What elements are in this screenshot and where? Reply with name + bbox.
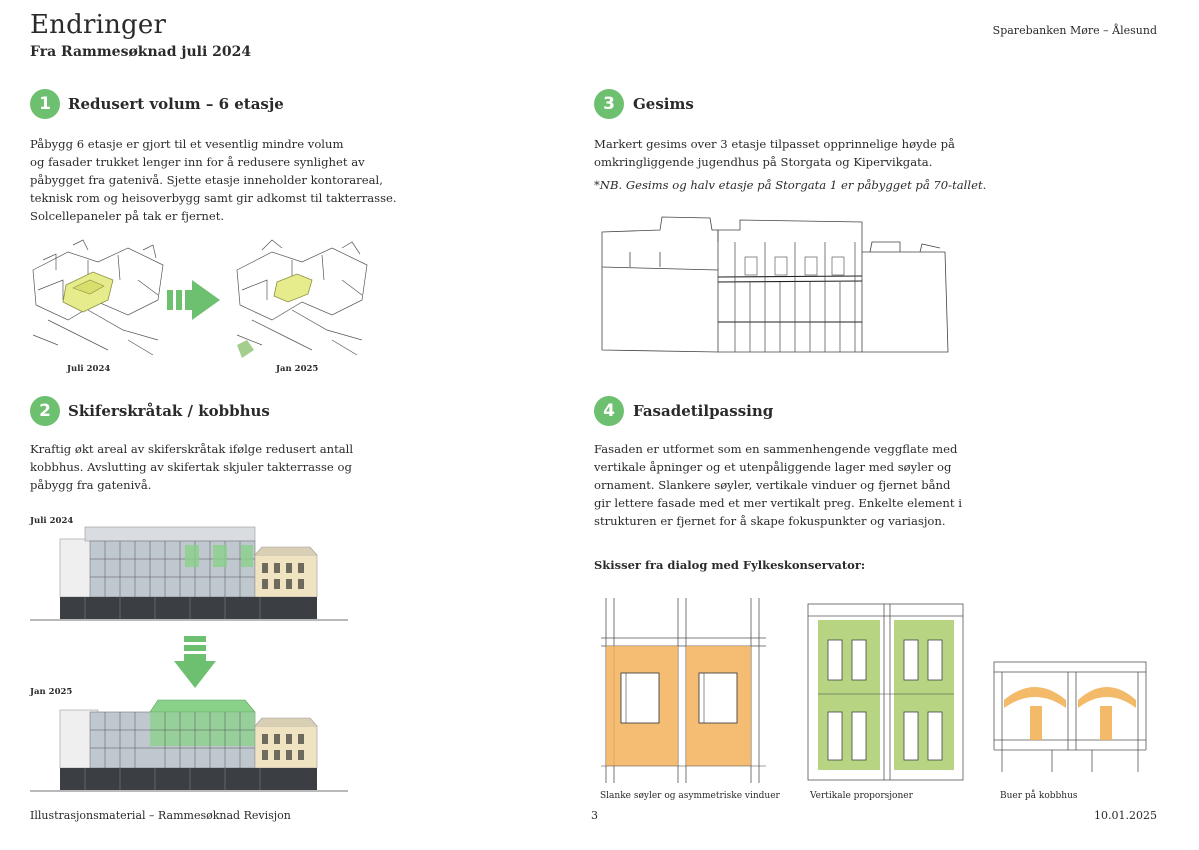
caption-facade-jan-2025: Jan 2025: [30, 687, 73, 697]
section-1-body: Påbygg 6 etasje er gjort til et vesentlig mindre volum og fasader trukket lenger inn for å redusere synlighet av påbygget fra gatenivå. Sjette etasje inneholder kontorareal, teknisk rom og heisoverbygg samt gir adkomst til takterrasse. Solcellepaneler på tak er fjernet.: [30, 137, 397, 223]
green-arrow-right-icon: [164, 276, 224, 326]
footer-label: Illustrasjonsmaterial – Rammesøknad Revisjon: [30, 809, 291, 822]
section-3-number-badge: 3: [594, 89, 624, 119]
section-3-title: Gesims: [633, 95, 694, 113]
section-2-number-badge: 2: [30, 396, 60, 426]
sketch-caption-3: Buer på kobbhus: [1000, 791, 1078, 801]
caption-juli-2024: Juli 2024: [67, 364, 111, 374]
sketch-heading: Skisser fra dialog med Fylkeskonservator:: [594, 558, 866, 572]
footer-date: 10.01.2025: [1094, 809, 1157, 822]
green-arrow-down-icon: [172, 634, 218, 690]
section-1-title: Redusert volum – 6 etasje: [68, 95, 284, 113]
sketch-caption-2: Vertikale proporsjoner: [810, 791, 913, 801]
page-subtitle: Fra Rammesøknad juli 2024: [30, 44, 252, 60]
section-3-note: *NB. Gesims og halv etasje på Storgata 1 er påbygget på 70-tallet.: [594, 178, 987, 192]
page-number: 3: [591, 809, 598, 822]
aerial-sketch-jan-2025: [232, 240, 372, 360]
section-3-body: Markert gesims over 3 etasje tilpasset opprinnelige høyde på omkringliggende jugendhus på Storgata og Kipervikgata.: [594, 137, 955, 169]
page-title: Endringer: [30, 10, 167, 40]
section-4-body: Fasaden er utformet som en sammenhengende veggflate med vertikale åpninger og et utenpåliggende lager med søyler og ornament. Slankere søyler, vertikale vinduer og fjernet bånd gir lettere fasade med et mer vertikalt preg. Enkelte element i strukturen er fjernet for å skape fokuspunkter og variasjon.: [594, 442, 962, 528]
section-2-body: Kraftig økt areal av skiferskråtak ifølge redusert antall kobbhus. Avslutting av skifertak skjuler takterrasse og påbygg fra gatenivå.: [30, 442, 354, 492]
section-4-title: Fasadetilpassing: [633, 402, 774, 420]
sketch-vertikale-proporsjoner: [806, 602, 966, 784]
facade-elevation-juli-2024: [30, 527, 348, 629]
caption-facade-juli-2024: Juli 2024: [30, 516, 74, 526]
gesims-elevation-sketch: [600, 212, 950, 354]
facade-elevation-jan-2025: [30, 698, 348, 800]
sketch-caption-1: Slanke søyler og asymmetriske vinduer: [600, 791, 780, 801]
section-4-number-badge: 4: [594, 396, 624, 426]
caption-jan-2025: Jan 2025: [276, 364, 319, 374]
section-2-title: Skiferskråtak / kobbhus: [68, 402, 270, 420]
sketch-buer-pa-kobbhus: [992, 660, 1152, 778]
sketch-slanke-soyler: [596, 598, 781, 788]
section-1-number-badge: 1: [30, 89, 60, 119]
aerial-sketch-juli-2024: [28, 240, 168, 360]
organization-name: Sparebanken Møre – Ålesund: [992, 24, 1157, 37]
